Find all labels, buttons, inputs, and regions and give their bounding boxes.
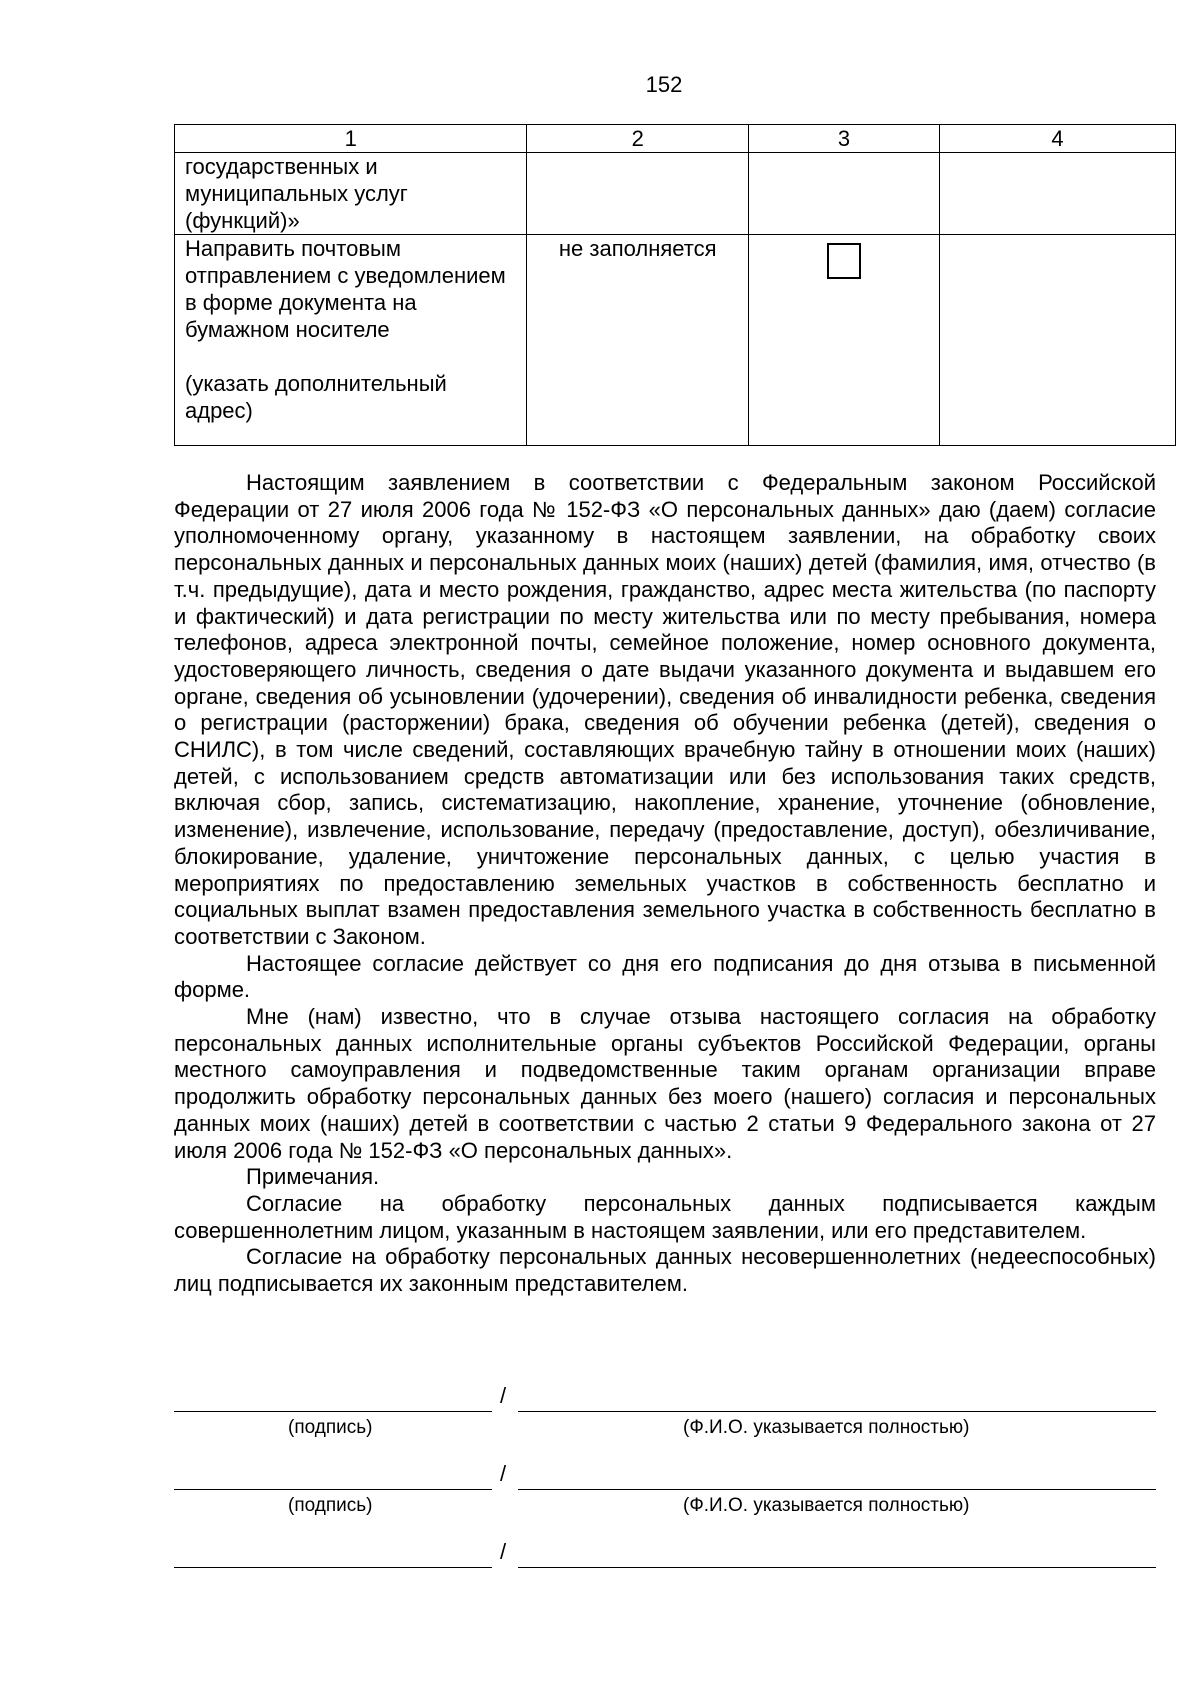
full-name-field[interactable] <box>518 1461 1156 1490</box>
separator-slash: / <box>500 1539 507 1564</box>
consent-text <box>174 470 1156 1298</box>
spacer <box>185 343 516 370</box>
withdrawal-paragraph: Мне (нам) известно, что в случае отзыва настоящего согласия на обработку персональных данных исполнительные органы субъектов Российской Федерации, органы местного самоуправления и подведомственные таким органам организации вправе продолжить обработку персональных данных без моего (нашего) согласия и персональных данных моих (наших) детей в соответствии с частью 2 статьи 9 Федерального закона от 27 июля 2006 года № 152-ФЗ «О персональных данных». <box>174 1004 1156 1163</box>
full-name-field[interactable] <box>518 1383 1156 1412</box>
signature-field[interactable] <box>174 1461 492 1490</box>
postal-col2-value: не заполняется <box>527 235 749 446</box>
full-name-field[interactable] <box>518 1539 1156 1568</box>
separator-slash: / <box>500 1383 507 1408</box>
empty-cell <box>940 153 1176 235</box>
signature-caption: (подпись) <box>288 1495 373 1516</box>
table-row-continuation <box>175 153 1176 235</box>
signature-line-2 <box>174 1461 1156 1491</box>
validity-paragraph: Настоящее согласие действует со дня его подписания до дня отзыва в письменной форме. <box>174 950 1156 1003</box>
empty-cell <box>940 235 1176 446</box>
notes-heading: Примечания. <box>246 1164 380 1190</box>
signature-line-1 <box>174 1383 1156 1413</box>
signature-caption: (подпись) <box>288 1417 373 1438</box>
table-row-postal <box>175 235 1176 446</box>
header-col-2: 2 <box>527 125 749 153</box>
table-header-row <box>175 125 1176 153</box>
form-table <box>174 124 1176 446</box>
postal-option-cell <box>175 235 527 446</box>
postal-option-label: Направить почтовым отправлением с уведомлением в форме документа на бумажном носителе <box>185 236 506 342</box>
name-caption: (Ф.И.О. указывается полностью) <box>683 1417 970 1438</box>
signature-field[interactable] <box>174 1383 492 1412</box>
empty-cell <box>527 153 749 235</box>
signature-field[interactable] <box>174 1539 492 1568</box>
separator-slash: / <box>500 1461 507 1486</box>
name-caption: (Ф.И.О. указывается полностью) <box>683 1495 970 1516</box>
note-minors: Согласие на обработку персональных данных несовершеннолетних (недееспособных) лиц подписывается их законным представителем. <box>174 1244 1156 1297</box>
consent-paragraph: Настоящим заявлением в соответствии с Федеральным законом Российской Федерации от 27 июля 2006 года № 152-ФЗ «О персональных данных» даю (даем) согласие уполномоченному органу, указанному в настоящем заявлении, на обработку своих персональных данных и персональных данных моих (наших) детей (фамилия, имя, отчество (в т.ч. предыдущие), дата и место рождения, гражданство, адрес места жительства (по паспорту и фактический) и дата регистрации по месту жительства или по месту пребывания, номера телефонов, адреса электронной почты, семейное положение, номер основного документа, удостоверяющего личность, сведения о дате выдачи указанного документа и выдавшем его органе, сведения об усыновлении (удочерении), сведения об инвалидности ребенка, сведения о регистрации (расторжении) брака, сведения об обучении ребенка (детей), сведения о СНИЛС), в том числе сведений, составляющих врачебную тайну в отношении моих (наших) детей, с использованием средств автоматизации или без использования таких средств, включая сбор, запись, систематизацию, накопление, хранение, уточнение (обновление, изменение), извлечение, использование, передачу (предоставление, доступ), обезличивание, блокирование, удаление, уничтожение персональных данных, с целью участия в мероприятиях по предоставлению земельных участков в собственность бесплатно и социальных выплат взамен предоставления земельного участка в собственность бесплатно в соответствии с Законом. <box>174 470 1156 949</box>
header-col-3: 3 <box>749 125 940 153</box>
page-number: 152 <box>645 72 683 97</box>
signature-line-3 <box>174 1539 1156 1569</box>
postal-checkbox-cell <box>749 235 940 446</box>
continuation-text: государственных и муниципальных услуг (функций)» <box>175 153 527 235</box>
note-adults: Согласие на обработку персональных данных подписывается каждым совершеннолетним лицом, указанным в настоящем заявлении, или его представителем. <box>174 1190 1156 1243</box>
empty-cell <box>749 153 940 235</box>
postal-option-note: (указать дополнительный адрес) <box>185 371 447 423</box>
postal-checkbox[interactable] <box>827 243 861 279</box>
header-col-1: 1 <box>175 125 527 153</box>
header-col-4: 4 <box>940 125 1176 153</box>
